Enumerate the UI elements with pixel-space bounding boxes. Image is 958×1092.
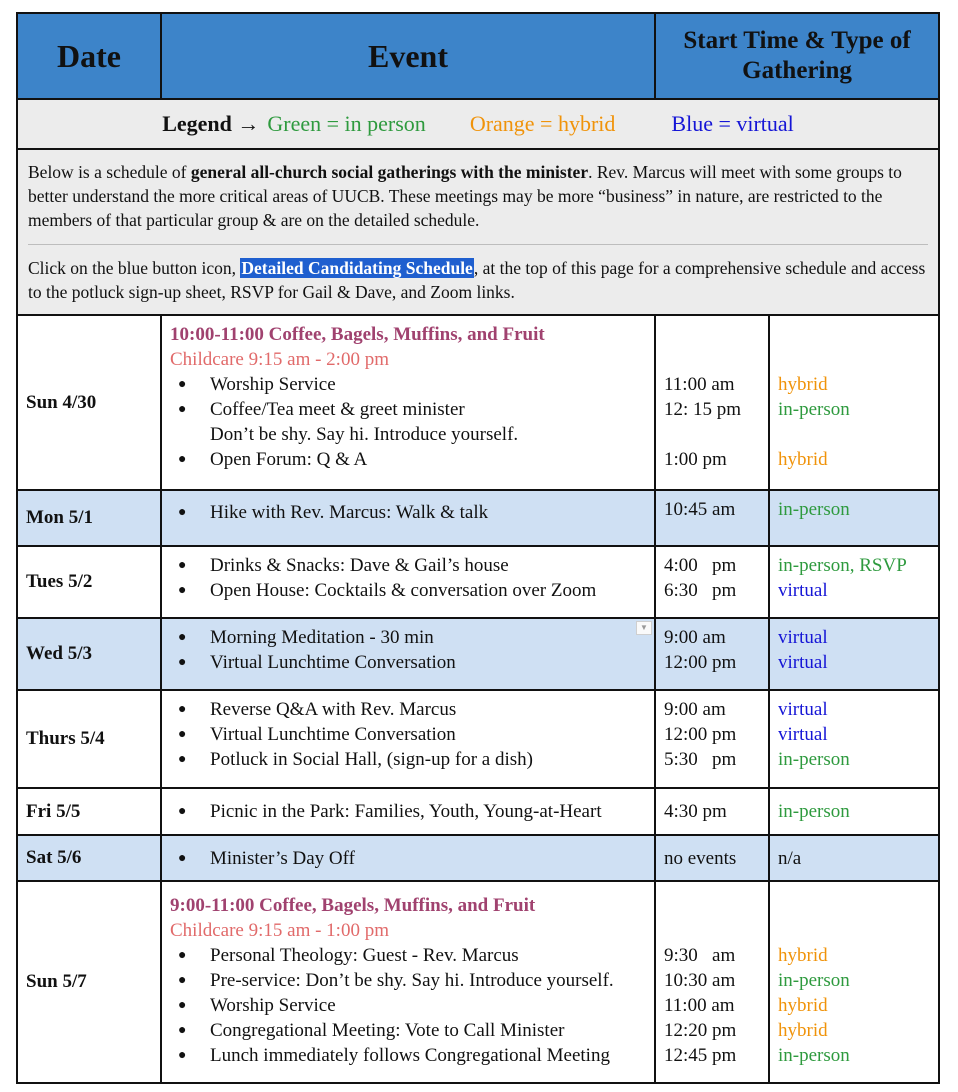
gathering-type: in-person xyxy=(778,801,850,822)
event-item: ● Reverse Q&A with Rev. Marcus xyxy=(170,697,646,722)
header-event: Event xyxy=(368,37,448,74)
gathering-type: in-person xyxy=(778,749,850,770)
day-date: Sun 5/7 xyxy=(26,971,87,992)
event-time: 1:00 pm xyxy=(664,449,727,470)
event-time: 6:30 pm xyxy=(664,580,737,601)
event-time: 9:00 am xyxy=(664,627,726,648)
schedule-table xyxy=(16,12,940,1084)
event-item: ● Congregational Meeting: Vote to Call Minister xyxy=(170,1018,646,1043)
day-times xyxy=(656,789,768,834)
cell-dropdown-icon[interactable]: ▼ xyxy=(636,621,652,635)
event-time: 11:00 am xyxy=(664,995,735,1016)
gathering-type: virtual xyxy=(778,580,828,601)
event-time: 12:45 pm xyxy=(664,1045,737,1066)
event-item: ● Potluck in Social Hall, (sign-up for a dish) xyxy=(170,747,646,772)
event-time: 4:00 pm xyxy=(664,555,737,576)
coffee-note: 9:00-11:00 Coffee, Bagels, Muffins, and Fruit xyxy=(170,895,536,916)
childcare-note: Childcare 9:15 am - 2:00 pm xyxy=(170,349,389,370)
gathering-type: virtual xyxy=(778,724,828,745)
gathering-type: in-person xyxy=(778,399,850,420)
day-date: Thurs 5/4 xyxy=(26,728,105,749)
day-types xyxy=(770,316,938,489)
day-times xyxy=(656,547,768,617)
day-times xyxy=(656,619,768,689)
day-times xyxy=(656,491,768,545)
gathering-type: in-person xyxy=(778,970,850,991)
day-events xyxy=(162,491,654,545)
event-item: ● Minister’s Day Off xyxy=(170,846,646,871)
legend-blue: Blue = virtual xyxy=(671,111,794,136)
day-events xyxy=(162,316,654,489)
gathering-type: hybrid xyxy=(778,374,828,395)
event-item: ● Drinks & Snacks: Dave & Gail’s house xyxy=(170,553,646,578)
day-events xyxy=(162,882,654,1082)
event-time: 12: 15 pm xyxy=(664,399,742,420)
day-types xyxy=(770,691,938,787)
day-row-thurs-5-4 xyxy=(18,691,938,789)
childcare-note: Childcare 9:15 am - 1:00 pm xyxy=(170,920,389,941)
day-events xyxy=(162,619,654,689)
gathering-type: in-person, RSVP xyxy=(778,555,907,576)
event-time: 11:00 am xyxy=(664,374,735,395)
event-time: 10:30 am xyxy=(664,970,736,991)
event-item: ● Coffee/Tea meet & greet minister xyxy=(170,397,646,422)
day-row-tues-5-2 xyxy=(18,547,938,619)
event-item: ● Picnic in the Park: Families, Youth, Young-at-Heart xyxy=(170,799,646,824)
day-events xyxy=(162,691,654,787)
event-time: 12:20 pm xyxy=(664,1020,737,1041)
event-item: ● Lunch immediately follows Congregational Meeting xyxy=(170,1043,646,1068)
day-date: Fri 5/5 xyxy=(26,800,81,822)
day-events xyxy=(162,836,654,880)
detailed-schedule-link[interactable]: Detailed Candidating Schedule xyxy=(241,258,473,278)
legend-label: Legend → xyxy=(162,111,260,136)
event-time: 5:30 pm xyxy=(664,749,737,770)
event-item: ● Virtual Lunchtime Conversation xyxy=(170,650,646,675)
day-types xyxy=(770,836,938,880)
event-item: ● Worship Service xyxy=(170,993,646,1018)
event-item: ● Virtual Lunchtime Conversation xyxy=(170,722,646,747)
gathering-type: hybrid xyxy=(778,995,828,1016)
event-item: ● Open Forum: Q & A xyxy=(170,447,646,472)
day-date: Tues 5/2 xyxy=(26,571,93,592)
intro-paragraph-1: Below is a schedule of general all-church social gatherings with the minister. Rev. Marcus will meet with some groups to better understand the more critical areas of UUCB. These meetings may be more “business” in nature, are restricted to the members of that particular group & are on the detailed schedule. xyxy=(28,162,902,230)
coffee-note: 10:00-11:00 Coffee, Bagels, Muffins, and Fruit xyxy=(170,324,545,345)
gathering-type: hybrid xyxy=(778,945,828,966)
event-item: ● Hike with Rev. Marcus: Walk & talk xyxy=(170,500,646,525)
header-start-time: Start Time & Type of Gathering xyxy=(683,27,911,84)
gathering-type: virtual xyxy=(778,699,828,720)
day-events xyxy=(162,547,654,617)
gathering-type: virtual xyxy=(778,627,828,648)
day-types xyxy=(770,619,938,689)
event-time: 12:00 pm xyxy=(664,724,737,745)
gathering-type: virtual xyxy=(778,652,828,673)
day-types xyxy=(770,491,938,545)
day-date: Wed 5/3 xyxy=(26,643,92,664)
day-types xyxy=(770,789,938,834)
day-times xyxy=(656,882,768,1082)
event-item: ● Personal Theology: Guest - Rev. Marcus xyxy=(170,943,646,968)
header-date: Date xyxy=(57,37,121,74)
event-time: no events xyxy=(664,848,737,869)
event-item: ● Pre-service: Don’t be shy. Say hi. Introduce yourself. xyxy=(170,968,646,993)
day-date: Sun 4/30 xyxy=(26,391,97,413)
event-time: 9:30 am xyxy=(664,945,736,966)
day-row-sat-5-6 xyxy=(18,836,938,882)
day-times xyxy=(656,316,768,489)
event-time: 4:30 pm xyxy=(664,801,727,822)
gathering-type: in-person xyxy=(778,1045,850,1066)
gathering-type: hybrid xyxy=(778,1020,828,1041)
legend-orange: Orange = hybrid xyxy=(469,111,616,136)
day-times xyxy=(656,836,768,880)
event-item-continued: Don’t be shy. Say hi. Introduce yourself. xyxy=(210,424,519,445)
day-date: Mon 5/1 xyxy=(26,507,94,528)
gathering-type: in-person xyxy=(778,499,850,520)
day-date: Sat 5/6 xyxy=(26,847,82,868)
day-events xyxy=(162,789,654,834)
day-types xyxy=(770,882,938,1082)
table-header xyxy=(18,14,938,100)
day-row-sun-4-30 xyxy=(18,316,938,491)
day-times xyxy=(656,691,768,787)
day-row-sun-5-7 xyxy=(18,882,938,1082)
event-time: 9:00 am xyxy=(664,699,726,720)
legend-green: Green = in person xyxy=(267,111,426,136)
event-item: ● Worship Service xyxy=(170,372,646,397)
gathering-type: n/a xyxy=(778,848,802,869)
event-time: 12:00 pm xyxy=(664,652,737,673)
day-row-fri-5-5 xyxy=(18,789,938,836)
intro-paragraph-2: Click on the blue button icon, Detailed Candidating Schedule, at the top of this page for a comprehensive schedule and access to the potluck sign-up sheet, RSVP for Gail & Dave, and Zoom links. xyxy=(28,258,926,302)
legend xyxy=(18,100,938,150)
divider xyxy=(28,244,928,245)
event-item: ● Open House: Cocktails & conversation over Zoom xyxy=(170,578,646,603)
day-types xyxy=(770,547,938,617)
gathering-type: hybrid xyxy=(778,449,828,470)
day-row-mon-5-1 xyxy=(18,491,938,547)
intro-text xyxy=(18,150,938,316)
event-item: ● Morning Meditation - 30 min xyxy=(170,625,646,650)
day-row-wed-5-3 xyxy=(18,619,938,691)
event-time: 10:45 am xyxy=(664,499,736,520)
